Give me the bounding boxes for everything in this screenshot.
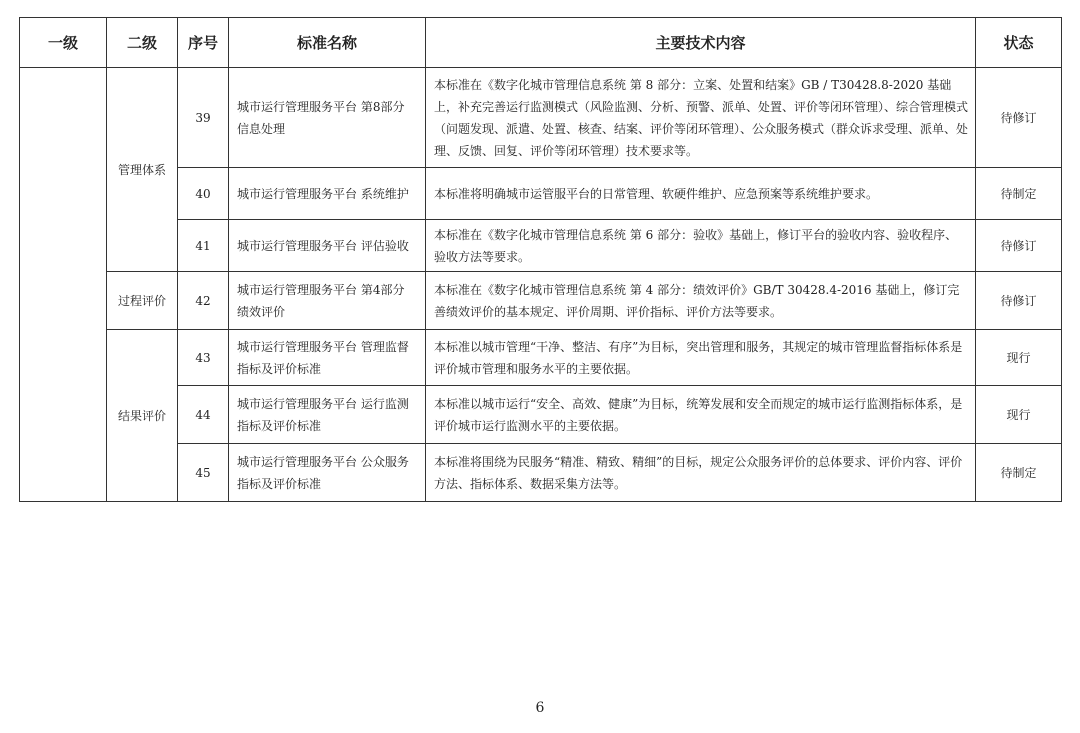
technical-content: 本标准以城市运行“安全、高效、健康”为目标，统筹发展和安全而规定的城市运行监测指标体系，是评价城市运行监测水平的主要依据。 bbox=[426, 386, 976, 444]
standard-name: 城市运行管理服务平台 公众服务指标及评价标准 bbox=[229, 444, 426, 502]
status-cell: 待修订 bbox=[976, 68, 1062, 168]
standard-name: 城市运行管理服务平台 运行监测指标及评价标准 bbox=[229, 386, 426, 444]
status-cell: 待制定 bbox=[976, 444, 1062, 502]
level1-cell bbox=[20, 68, 107, 502]
seq-cell: 39 bbox=[178, 68, 229, 168]
seq-cell: 42 bbox=[178, 272, 229, 330]
table-header-row bbox=[20, 18, 1062, 68]
seq-cell: 41 bbox=[178, 220, 229, 272]
seq-cell: 40 bbox=[178, 168, 229, 220]
status-cell: 待修订 bbox=[976, 220, 1062, 272]
standard-name: 城市运行管理服务平台 第8部分 信息处理 bbox=[229, 68, 426, 168]
header-level1: 一级 bbox=[20, 18, 107, 68]
status-cell: 现行 bbox=[976, 330, 1062, 386]
technical-content: 本标准以城市管理“干净、整洁、有序”为目标，突出管理和服务，其规定的城市管理监督指标体系是评价城市管理和服务水平的主要依据。 bbox=[426, 330, 976, 386]
page-number: 6 bbox=[535, 700, 545, 716]
header-content: 主要技术内容 bbox=[426, 18, 976, 68]
technical-content: 本标准在《数字化城市管理信息系统 第 8 部分：立案、处置和结案》GB / T30428.8-2020 基础上，补充完善运行监测模式（风险监测、分析、预警、派单、处置、评价等闭环管理）、综合管理模式（问题发现、派遣、处置、核查、结案、评价等闭环管理）、公众服务模式（群众诉求受理、派单、处理、反馈、回复、评价等闭环管理）技术要求等。 bbox=[426, 68, 976, 168]
status-cell: 待修订 bbox=[976, 272, 1062, 330]
standard-name: 城市运行管理服务平台 评估验收 bbox=[229, 220, 426, 272]
standard-name: 城市运行管理服务平台 管理监督指标及评价标准 bbox=[229, 330, 426, 386]
technical-content: 本标准在《数字化城市管理信息系统 第 6 部分：验收》基础上，修订平台的验收内容、验收程序、验收方法等要求。 bbox=[426, 220, 976, 272]
table-row bbox=[20, 68, 1062, 168]
seq-cell: 44 bbox=[178, 386, 229, 444]
group-management: 管理体系 bbox=[107, 68, 178, 272]
standard-name: 城市运行管理服务平台 第4部分 绩效评价 bbox=[229, 272, 426, 330]
technical-content: 本标准将明确城市运管服平台的日常管理、软硬件维护、应急预案等系统维护要求。 bbox=[426, 168, 976, 220]
standard-name: 城市运行管理服务平台 系统维护 bbox=[229, 168, 426, 220]
seq-cell: 45 bbox=[178, 444, 229, 502]
table-row bbox=[20, 272, 1062, 330]
group-result: 结果评价 bbox=[107, 330, 178, 502]
table-row bbox=[20, 330, 1062, 386]
group-process: 过程评价 bbox=[107, 272, 178, 330]
seq-cell: 43 bbox=[178, 330, 229, 386]
status-cell: 待制定 bbox=[976, 168, 1062, 220]
technical-content: 本标准在《数字化城市管理信息系统 第 4 部分：绩效评价》GB/T 30428.4-2016 基础上，修订完善绩效评价的基本规定、评价周期、评价指标、评价方法等要求。 bbox=[426, 272, 976, 330]
header-status: 状态 bbox=[976, 18, 1062, 68]
status-cell: 现行 bbox=[976, 386, 1062, 444]
standards-table bbox=[19, 17, 1062, 502]
header-name: 标准名称 bbox=[229, 18, 426, 68]
header-seq: 序号 bbox=[178, 18, 229, 68]
header-level2: 二级 bbox=[107, 18, 178, 68]
technical-content: 本标准将围绕为民服务“精准、精致、精细”的目标，规定公众服务评价的总体要求、评价内容、评价方法、指标体系、数据采集方法等。 bbox=[426, 444, 976, 502]
